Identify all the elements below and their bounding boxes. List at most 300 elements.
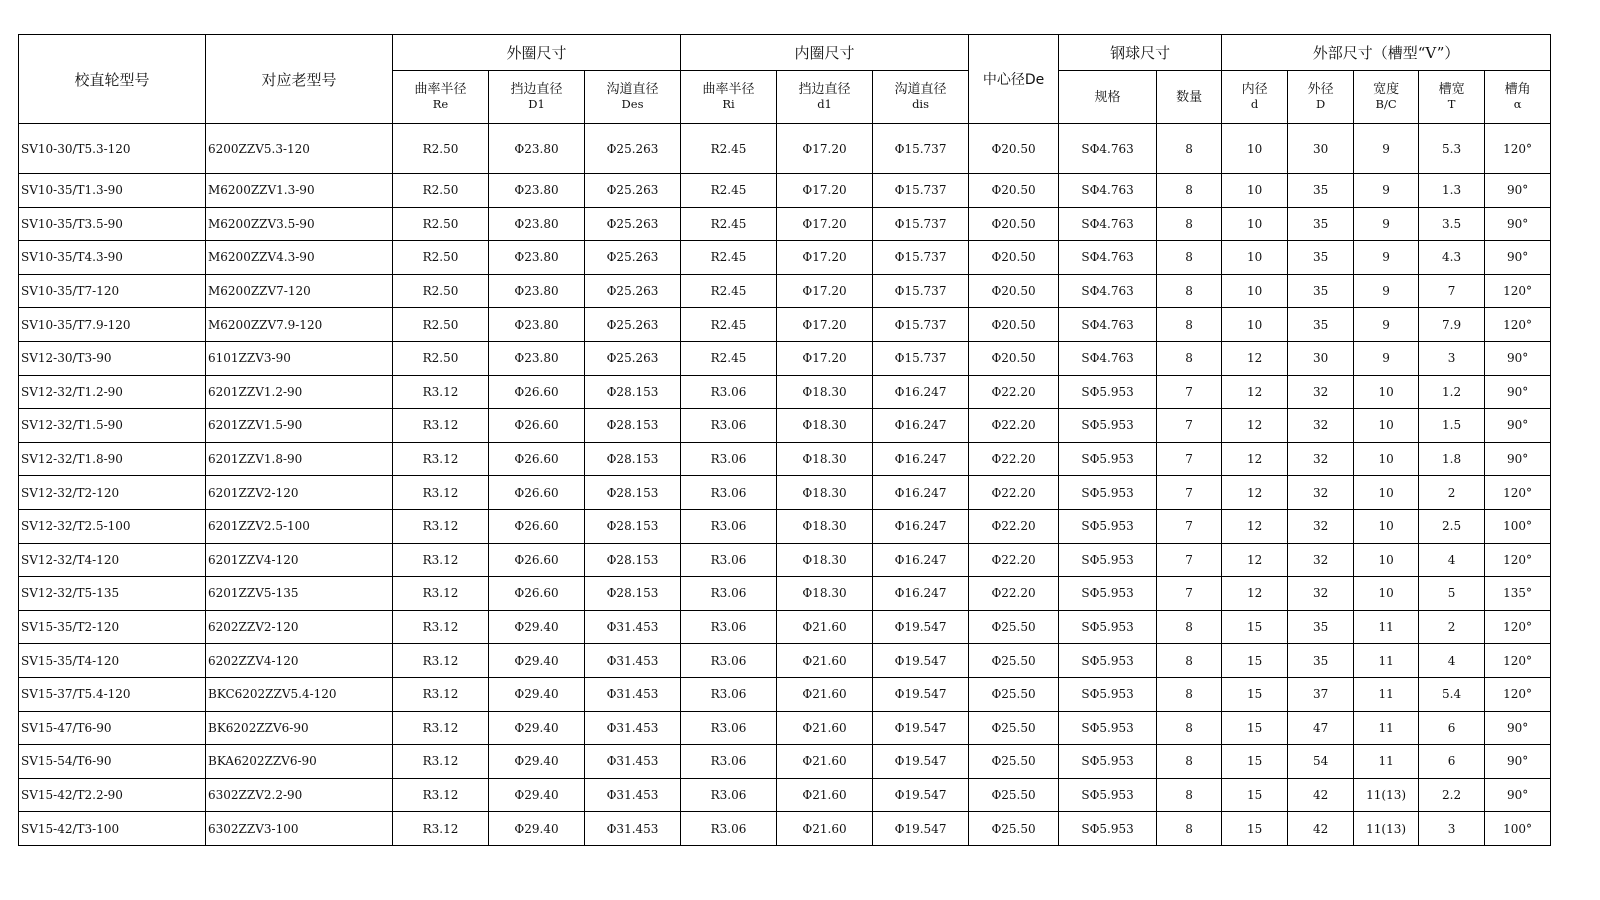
- table-cell: 10: [1354, 409, 1419, 443]
- table-cell: 7: [1157, 509, 1222, 543]
- table-row: [19, 778, 1551, 812]
- table-cell: Φ31.453: [585, 812, 681, 846]
- header-inner-ring: 内圈尺寸: [681, 35, 969, 71]
- table-cell: Φ23.80: [489, 341, 585, 375]
- table-cell: SΦ5.953: [1059, 409, 1157, 443]
- table-cell: 7: [1157, 409, 1222, 443]
- table-cell: R2.45: [681, 174, 777, 208]
- table-cell: 10: [1354, 577, 1419, 611]
- table-cell: SV15-37/T5.4-120: [19, 677, 206, 711]
- table-cell: 10: [1354, 375, 1419, 409]
- table-cell: 15: [1222, 711, 1288, 745]
- table-cell: Φ22.20: [969, 409, 1059, 443]
- table-cell: 6201ZZV5-135: [206, 577, 393, 611]
- table-cell: Φ31.453: [585, 677, 681, 711]
- table-cell: BKC6202ZZV5.4-120: [206, 677, 393, 711]
- table-cell: 7.9: [1419, 308, 1485, 342]
- table-cell: SV10-35/T1.3-90: [19, 174, 206, 208]
- table-cell: Φ19.547: [873, 778, 969, 812]
- table-cell: Φ25.50: [969, 778, 1059, 812]
- table-cell: 10: [1354, 509, 1419, 543]
- header-outer-groove: 沟道直径 Des: [585, 71, 681, 124]
- table-cell: R3.12: [393, 778, 489, 812]
- header-outer-ring: 外圈尺寸: [393, 35, 681, 71]
- table-cell: 10: [1354, 476, 1419, 510]
- table-cell: R3.06: [681, 812, 777, 846]
- table-cell: Φ17.20: [777, 207, 873, 241]
- table-cell: Φ28.153: [585, 509, 681, 543]
- table-cell: 37: [1288, 677, 1354, 711]
- table-cell: SV15-54/T6-90: [19, 745, 206, 779]
- table-cell: R3.12: [393, 409, 489, 443]
- table-cell: 32: [1288, 476, 1354, 510]
- table-cell: 5.3: [1419, 124, 1485, 174]
- table-cell: SΦ5.953: [1059, 644, 1157, 678]
- header-ext-od: 外径 D: [1288, 71, 1354, 124]
- table-cell: Φ25.263: [585, 274, 681, 308]
- table-cell: SV12-32/T1.2-90: [19, 375, 206, 409]
- table-cell: SΦ5.953: [1059, 442, 1157, 476]
- table-cell: R2.50: [393, 341, 489, 375]
- table-cell: 9: [1354, 207, 1419, 241]
- table-cell: Φ26.60: [489, 442, 585, 476]
- table-cell: 11: [1354, 745, 1419, 779]
- table-row: [19, 409, 1551, 443]
- table-cell: 8: [1157, 207, 1222, 241]
- table-cell: Φ23.80: [489, 274, 585, 308]
- table-cell: Φ15.737: [873, 308, 969, 342]
- table-cell: R3.06: [681, 509, 777, 543]
- table-cell: Φ20.50: [969, 274, 1059, 308]
- table-cell: Φ29.40: [489, 745, 585, 779]
- table-cell: Φ22.20: [969, 577, 1059, 611]
- table-cell: R2.50: [393, 308, 489, 342]
- header-ext-angle: 槽角 α: [1485, 71, 1551, 124]
- table-cell: 120°: [1485, 476, 1551, 510]
- table-cell: Φ29.40: [489, 644, 585, 678]
- table-cell: 9: [1354, 241, 1419, 275]
- table-cell: 120°: [1485, 677, 1551, 711]
- table-cell: 90°: [1485, 375, 1551, 409]
- table-row: [19, 812, 1551, 846]
- table-cell: SV12-32/T5-135: [19, 577, 206, 611]
- table-cell: 90°: [1485, 711, 1551, 745]
- table-cell: 2.5: [1419, 509, 1485, 543]
- table-cell: 7: [1157, 476, 1222, 510]
- table-cell: R2.45: [681, 341, 777, 375]
- table-cell: SΦ5.953: [1059, 577, 1157, 611]
- table-cell: 11: [1354, 677, 1419, 711]
- table-cell: 90°: [1485, 409, 1551, 443]
- table-cell: 6302ZZV3-100: [206, 812, 393, 846]
- table-cell: 11: [1354, 644, 1419, 678]
- table-cell: 6101ZZV3-90: [206, 341, 393, 375]
- table-cell: Φ22.20: [969, 509, 1059, 543]
- table-cell: 32: [1288, 375, 1354, 409]
- table-cell: SV12-32/T2-120: [19, 476, 206, 510]
- table-cell: SV10-30/T5.3-120: [19, 124, 206, 174]
- table-cell: R2.50: [393, 274, 489, 308]
- table-cell: 9: [1354, 341, 1419, 375]
- table-cell: 11(13): [1354, 812, 1419, 846]
- table-row: [19, 124, 1551, 174]
- table-cell: Φ16.247: [873, 543, 969, 577]
- table-cell: Φ25.263: [585, 174, 681, 208]
- table-cell: Φ17.20: [777, 174, 873, 208]
- table-cell: 54: [1288, 745, 1354, 779]
- table-cell: 5: [1419, 577, 1485, 611]
- table-cell: 8: [1157, 677, 1222, 711]
- table-cell: Φ20.50: [969, 308, 1059, 342]
- table-cell: 32: [1288, 409, 1354, 443]
- table-cell: Φ26.60: [489, 375, 585, 409]
- table-cell: Φ31.453: [585, 644, 681, 678]
- table-row: [19, 308, 1551, 342]
- table-cell: 90°: [1485, 341, 1551, 375]
- table-row: [19, 375, 1551, 409]
- table-cell: SV10-35/T7.9-120: [19, 308, 206, 342]
- table-cell: 10: [1222, 207, 1288, 241]
- table-cell: 4: [1419, 543, 1485, 577]
- table-cell: 90°: [1485, 778, 1551, 812]
- table-cell: M6200ZZV7-120: [206, 274, 393, 308]
- table-row: [19, 241, 1551, 275]
- table-cell: Φ18.30: [777, 442, 873, 476]
- table-cell: 12: [1222, 375, 1288, 409]
- table-cell: 11(13): [1354, 778, 1419, 812]
- table-cell: SV10-35/T3.5-90: [19, 207, 206, 241]
- table-cell: Φ23.80: [489, 241, 585, 275]
- table-cell: 120°: [1485, 543, 1551, 577]
- table-row: [19, 476, 1551, 510]
- header-ext-bore: 内径 d: [1222, 71, 1288, 124]
- table-cell: 7: [1419, 274, 1485, 308]
- table-cell: Φ29.40: [489, 778, 585, 812]
- table-cell: R3.12: [393, 812, 489, 846]
- table-cell: SV15-42/T2.2-90: [19, 778, 206, 812]
- table-cell: Φ26.60: [489, 409, 585, 443]
- table-cell: SΦ5.953: [1059, 745, 1157, 779]
- table-cell: Φ22.20: [969, 476, 1059, 510]
- table-cell: R3.12: [393, 610, 489, 644]
- table-cell: Φ26.60: [489, 577, 585, 611]
- table-cell: 10: [1222, 308, 1288, 342]
- table-cell: SΦ4.763: [1059, 241, 1157, 275]
- table-cell: Φ18.30: [777, 409, 873, 443]
- table-cell: R3.12: [393, 375, 489, 409]
- table-cell: SΦ5.953: [1059, 610, 1157, 644]
- table-cell: R2.50: [393, 241, 489, 275]
- table-cell: 35: [1288, 207, 1354, 241]
- table-cell: R3.06: [681, 409, 777, 443]
- table-cell: 6302ZZV2.2-90: [206, 778, 393, 812]
- table-cell: Φ19.547: [873, 711, 969, 745]
- table-cell: Φ31.453: [585, 610, 681, 644]
- table-cell: R2.50: [393, 207, 489, 241]
- table-cell: 1.8: [1419, 442, 1485, 476]
- table-cell: Φ21.60: [777, 711, 873, 745]
- table-cell: R2.45: [681, 241, 777, 275]
- table-cell: 8: [1157, 711, 1222, 745]
- table-cell: 6201ZZV2-120: [206, 476, 393, 510]
- table-cell: R3.12: [393, 509, 489, 543]
- table-cell: 8: [1157, 745, 1222, 779]
- table-row: [19, 509, 1551, 543]
- table-cell: 8: [1157, 341, 1222, 375]
- table-cell: Φ18.30: [777, 509, 873, 543]
- table-cell: Φ20.50: [969, 124, 1059, 174]
- table-cell: SΦ4.763: [1059, 341, 1157, 375]
- table-cell: Φ28.153: [585, 375, 681, 409]
- table-cell: SV15-47/T6-90: [19, 711, 206, 745]
- table-cell: 10: [1222, 274, 1288, 308]
- table-cell: 42: [1288, 778, 1354, 812]
- table-cell: Φ20.50: [969, 174, 1059, 208]
- table-cell: Φ26.60: [489, 509, 585, 543]
- table-cell: 35: [1288, 610, 1354, 644]
- header-ext-width: 宽度 B/C: [1354, 71, 1419, 124]
- header-ext-groove-width: 槽宽 T: [1419, 71, 1485, 124]
- table-cell: R3.06: [681, 476, 777, 510]
- table-cell: 9: [1354, 308, 1419, 342]
- table-cell: 90°: [1485, 241, 1551, 275]
- table-cell: Φ15.737: [873, 207, 969, 241]
- table-cell: 15: [1222, 610, 1288, 644]
- table-cell: 12: [1222, 442, 1288, 476]
- table-cell: R2.45: [681, 308, 777, 342]
- table-cell: Φ21.60: [777, 812, 873, 846]
- table-cell: 4: [1419, 644, 1485, 678]
- table-cell: 10: [1354, 543, 1419, 577]
- table-cell: Φ25.50: [969, 644, 1059, 678]
- table-cell: 11: [1354, 711, 1419, 745]
- table-row: [19, 543, 1551, 577]
- table-cell: SV10-35/T7-120: [19, 274, 206, 308]
- table-cell: Φ17.20: [777, 308, 873, 342]
- table-cell: R3.12: [393, 442, 489, 476]
- table-cell: Φ21.60: [777, 644, 873, 678]
- table-cell: 90°: [1485, 745, 1551, 779]
- table-cell: 7: [1157, 577, 1222, 611]
- table-cell: 8: [1157, 812, 1222, 846]
- table-cell: Φ28.153: [585, 409, 681, 443]
- table-cell: 15: [1222, 812, 1288, 846]
- table-cell: Φ23.80: [489, 207, 585, 241]
- table-cell: SΦ5.953: [1059, 476, 1157, 510]
- table-cell: 2: [1419, 476, 1485, 510]
- table-cell: Φ25.50: [969, 745, 1059, 779]
- table-cell: Φ21.60: [777, 677, 873, 711]
- table-cell: 35: [1288, 241, 1354, 275]
- header-inner-radius: 曲率半径 Ri: [681, 71, 777, 124]
- table-cell: 4.3: [1419, 241, 1485, 275]
- spec-table: [18, 34, 1551, 846]
- table-cell: 6201ZZV1.5-90: [206, 409, 393, 443]
- table-cell: 7: [1157, 543, 1222, 577]
- table-cell: SΦ5.953: [1059, 509, 1157, 543]
- table-cell: 6201ZZV1.2-90: [206, 375, 393, 409]
- table-cell: 12: [1222, 577, 1288, 611]
- table-cell: R3.06: [681, 677, 777, 711]
- table-cell: Φ26.60: [489, 543, 585, 577]
- table-cell: 8: [1157, 124, 1222, 174]
- table-cell: 12: [1222, 341, 1288, 375]
- table-cell: BKA6202ZZV6-90: [206, 745, 393, 779]
- table-cell: R2.50: [393, 124, 489, 174]
- header-ball-spec: 规格: [1059, 71, 1157, 124]
- table-row: [19, 577, 1551, 611]
- table-cell: Φ20.50: [969, 241, 1059, 275]
- table-cell: Φ20.50: [969, 207, 1059, 241]
- table-cell: 10: [1354, 442, 1419, 476]
- table-cell: Φ25.263: [585, 308, 681, 342]
- table-cell: 35: [1288, 174, 1354, 208]
- table-cell: 90°: [1485, 207, 1551, 241]
- table-cell: SΦ4.763: [1059, 308, 1157, 342]
- table-cell: Φ25.50: [969, 812, 1059, 846]
- table-row: [19, 442, 1551, 476]
- table-cell: Φ18.30: [777, 577, 873, 611]
- table-cell: SΦ4.763: [1059, 124, 1157, 174]
- table-cell: Φ15.737: [873, 124, 969, 174]
- table-cell: 12: [1222, 476, 1288, 510]
- table-cell: 10: [1222, 124, 1288, 174]
- table-cell: 6200ZZV5.3-120: [206, 124, 393, 174]
- header-outer-shoulder: 挡边直径 D1: [489, 71, 585, 124]
- table-row: [19, 610, 1551, 644]
- table-cell: Φ31.453: [585, 778, 681, 812]
- table-cell: R3.12: [393, 476, 489, 510]
- table-cell: SΦ4.763: [1059, 207, 1157, 241]
- table-cell: Φ25.50: [969, 711, 1059, 745]
- table-cell: Φ22.20: [969, 442, 1059, 476]
- table-cell: Φ15.737: [873, 174, 969, 208]
- header-ball-qty: 数量: [1157, 71, 1222, 124]
- table-cell: R3.12: [393, 577, 489, 611]
- table-cell: Φ18.30: [777, 375, 873, 409]
- table-cell: R3.06: [681, 644, 777, 678]
- table-cell: 35: [1288, 274, 1354, 308]
- table-cell: Φ16.247: [873, 509, 969, 543]
- table-cell: R3.12: [393, 644, 489, 678]
- table-cell: R3.06: [681, 778, 777, 812]
- table-cell: 1.5: [1419, 409, 1485, 443]
- table-cell: Φ25.263: [585, 341, 681, 375]
- table-cell: 6202ZZV4-120: [206, 644, 393, 678]
- table-cell: 3: [1419, 812, 1485, 846]
- table-cell: SV12-30/T3-90: [19, 341, 206, 375]
- table-cell: SΦ5.953: [1059, 677, 1157, 711]
- table-cell: Φ15.737: [873, 241, 969, 275]
- table-cell: Φ25.263: [585, 207, 681, 241]
- table-cell: Φ23.80: [489, 174, 585, 208]
- table-cell: 9: [1354, 174, 1419, 208]
- table-cell: 30: [1288, 124, 1354, 174]
- table-cell: 12: [1222, 509, 1288, 543]
- table-cell: 2.2: [1419, 778, 1485, 812]
- table-cell: 8: [1157, 308, 1222, 342]
- table-cell: 2: [1419, 610, 1485, 644]
- table-cell: Φ29.40: [489, 610, 585, 644]
- table-cell: R3.06: [681, 577, 777, 611]
- table-cell: R3.06: [681, 543, 777, 577]
- table-cell: Φ17.20: [777, 274, 873, 308]
- table-cell: 1.3: [1419, 174, 1485, 208]
- table-cell: R2.45: [681, 207, 777, 241]
- table-cell: Φ26.60: [489, 476, 585, 510]
- table-cell: Φ21.60: [777, 778, 873, 812]
- table-cell: 120°: [1485, 610, 1551, 644]
- table-cell: Φ16.247: [873, 577, 969, 611]
- table-cell: 8: [1157, 644, 1222, 678]
- table-cell: SV12-32/T2.5-100: [19, 509, 206, 543]
- table-cell: M6200ZZV7.9-120: [206, 308, 393, 342]
- table-cell: BK6202ZZV6-90: [206, 711, 393, 745]
- table-cell: 32: [1288, 442, 1354, 476]
- table-cell: 3: [1419, 341, 1485, 375]
- table-cell: 135°: [1485, 577, 1551, 611]
- table-cell: Φ22.20: [969, 375, 1059, 409]
- table-cell: 10: [1222, 241, 1288, 275]
- table-cell: 6201ZZV4-120: [206, 543, 393, 577]
- table-cell: R3.06: [681, 745, 777, 779]
- table-cell: Φ18.30: [777, 476, 873, 510]
- table-row: [19, 644, 1551, 678]
- table-cell: 8: [1157, 610, 1222, 644]
- table-cell: Φ18.30: [777, 543, 873, 577]
- table-cell: SΦ5.953: [1059, 711, 1157, 745]
- table-cell: 35: [1288, 644, 1354, 678]
- table-row: [19, 711, 1551, 745]
- table-cell: 8: [1157, 778, 1222, 812]
- table-cell: Φ19.547: [873, 812, 969, 846]
- table-cell: 32: [1288, 543, 1354, 577]
- table-cell: Φ19.547: [873, 677, 969, 711]
- table-cell: R3.06: [681, 711, 777, 745]
- table-cell: 6: [1419, 711, 1485, 745]
- table-cell: 42: [1288, 812, 1354, 846]
- table-cell: 10: [1222, 174, 1288, 208]
- table-cell: Φ22.20: [969, 543, 1059, 577]
- table-row: [19, 341, 1551, 375]
- table-cell: Φ28.153: [585, 442, 681, 476]
- table-cell: SΦ5.953: [1059, 375, 1157, 409]
- table-cell: Φ25.263: [585, 124, 681, 174]
- table-row: [19, 274, 1551, 308]
- table-cell: Φ31.453: [585, 711, 681, 745]
- table-cell: R2.50: [393, 174, 489, 208]
- header-external: 外部尺寸（槽型“V”）: [1222, 35, 1551, 71]
- table-cell: Φ25.50: [969, 677, 1059, 711]
- table-cell: 1.2: [1419, 375, 1485, 409]
- table-cell: 9: [1354, 274, 1419, 308]
- table-cell: SV15-42/T3-100: [19, 812, 206, 846]
- table-cell: 9: [1354, 124, 1419, 174]
- table-cell: Φ28.153: [585, 476, 681, 510]
- table-row: [19, 677, 1551, 711]
- header-old-model: 对应老型号: [206, 35, 393, 124]
- table-cell: R3.06: [681, 610, 777, 644]
- table-cell: Φ19.547: [873, 610, 969, 644]
- table-cell: 7: [1157, 375, 1222, 409]
- table-cell: Φ28.153: [585, 543, 681, 577]
- table-cell: Φ19.547: [873, 644, 969, 678]
- table-cell: 6: [1419, 745, 1485, 779]
- table-cell: R3.12: [393, 677, 489, 711]
- table-cell: Φ17.20: [777, 241, 873, 275]
- table-cell: 7: [1157, 442, 1222, 476]
- table-cell: SV12-32/T1.8-90: [19, 442, 206, 476]
